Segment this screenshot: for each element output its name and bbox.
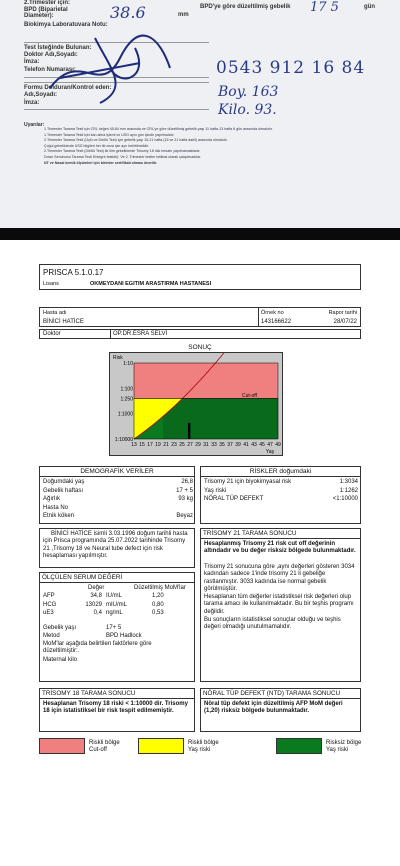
y-tick-label: 1:250 xyxy=(120,396,133,403)
x-tick-label: 49 xyxy=(275,442,281,448)
risk-row xyxy=(204,488,358,494)
legend-safe-line1: Risksiz bölge xyxy=(326,740,362,746)
patient-name: BİNİCİ HATİCE xyxy=(43,319,84,325)
height-handwritten: Boy. 163 xyxy=(218,84,279,100)
method-value: BPD Hadlock xyxy=(106,633,142,639)
x-tick-label: 17 xyxy=(147,442,153,448)
warning-item: Down Sendromu Tarama Testi Entegre testidir). Ve 2. Trimester testler istikbal olarak çalışılmadılar. xyxy=(44,154,202,159)
demographic-row xyxy=(43,496,193,502)
legend-swatch-risk xyxy=(39,738,85,754)
t18-title: TRİSOMY 18 TARAMA SONUCU xyxy=(42,690,136,697)
request-form-photo xyxy=(0,0,400,228)
x-tick-label: 31 xyxy=(203,442,209,448)
t21-note: Bu sonuçların istatistiksel sonuçlar olduğu ve teşhis değeri olmadığı unutulmamalıdır. xyxy=(204,617,341,631)
x-tick-label: 29 xyxy=(195,442,201,448)
risks-title: RİSKLER doğumdaki xyxy=(201,468,360,477)
analyte-mom: 0,80 xyxy=(152,601,164,608)
signature-scribble xyxy=(40,28,190,108)
x-tick-label: 21 xyxy=(163,442,169,448)
analyte-value: 13029 xyxy=(85,601,102,608)
analyte-mom: 1,20 xyxy=(152,593,164,599)
risk-key: Trisomy 21 için biyokimyasal risk xyxy=(204,479,292,485)
risk-row xyxy=(204,496,358,502)
legend-safe-line2: Yaş riski xyxy=(326,747,349,753)
x-tick-label: 39 xyxy=(235,442,241,448)
demographics-title: DEMOGRAFİK VERİLER xyxy=(40,468,194,477)
risk-value: 1:3034 xyxy=(339,479,358,485)
demographic-key: Gebelik haftası xyxy=(43,487,84,494)
bpd-week-handwritten: 17 5 xyxy=(310,0,339,15)
demographic-value: Beyaz xyxy=(176,513,193,520)
risk-value: 1:1262 xyxy=(339,487,358,494)
risk-value: <1:10000 xyxy=(332,496,358,503)
demographics-box xyxy=(39,466,195,524)
prisca-report xyxy=(0,240,400,866)
demographic-key: Etnik köken xyxy=(43,513,75,520)
x-tick-label: 47 xyxy=(267,442,273,448)
patient-summary-box xyxy=(39,528,195,568)
demographic-key: Doğumdaki yaş xyxy=(43,479,85,485)
t21-box xyxy=(200,528,361,682)
bpd-handwritten: 38.6 xyxy=(110,3,146,22)
patient-marker xyxy=(188,423,190,439)
demographic-key: Hasta No xyxy=(43,504,69,511)
warnings-title: Uyarılar: xyxy=(24,122,45,128)
t21-detail: Trisomy 21 sonucuna göre ,aynı değerleri gösteren 3034 kadından sadece 1'inde trisomy 21 li gebeliğe rastlanmıştır. 3033 kadında ise normal gebelik görülmüştür. xyxy=(204,564,355,592)
analyte-mom: 0,53 xyxy=(152,610,164,617)
phone-handwritten: 0543 912 16 84 xyxy=(216,58,366,78)
report-header xyxy=(39,264,361,290)
t21-summary: Hesaplanmış Trisomy 21 risk cut off değerinin altındadır ve bu değer risksiz bölgede bulunmaktadır. xyxy=(204,541,356,555)
form-filler-label: Formu Dolduran/Kontrol eden: xyxy=(24,85,112,91)
ga-label: Gebelik yaşı xyxy=(43,625,77,631)
sample-label: Örnek no xyxy=(261,310,284,316)
analyte-unit: mIU/mL xyxy=(106,601,127,608)
phone-label: Telefon Numarası: xyxy=(24,67,76,73)
test-request-label: Test İsteğinde Bulunan: xyxy=(24,45,92,51)
demographic-value: 26,8 xyxy=(181,479,193,485)
mom-factor: Maternal kilo xyxy=(43,657,78,663)
software-version: PRISCA 5.1.0.17 xyxy=(43,268,104,277)
patient-summary xyxy=(43,531,193,560)
analyte-name: AFP xyxy=(43,593,55,599)
doctor-name: OP.DR.ESRA SELVİ xyxy=(113,331,168,337)
legend-swatch-safe xyxy=(276,738,322,754)
ntd-result: Nöral tüp defekt için düzeltilmiş AFP MoM değeri (1,20) risksiz bölgede bulunmaktadır. xyxy=(204,701,343,715)
risk-chart-frame xyxy=(109,352,283,456)
t21-disclaimer: Hesaplanan tüm değerler istatistiksel risk değerleri olup tarama amacı ile kullanılmaktadır. Bu bir teşhis programı değildir. xyxy=(204,594,354,615)
method-label: Metod xyxy=(43,633,60,639)
analyte-value: 34,8 xyxy=(90,593,102,599)
t21-title: TRİSOMY 21 TARAMA SONUCU xyxy=(203,530,297,537)
risk-key: NÖRAL TÜP DEFEKT xyxy=(204,496,264,503)
serum-value-header: Değer xyxy=(88,585,105,591)
bpd-week-unit: gün xyxy=(364,4,375,10)
x-tick-label: 45 xyxy=(259,442,265,448)
sample-number: 143166622 xyxy=(261,319,292,325)
trimester-label: 2.Trimester için: xyxy=(24,0,71,6)
legend-swatch-age xyxy=(138,738,184,754)
serum-mom-header: Düzeltilmiş MoM'lar xyxy=(134,585,186,591)
serum-box xyxy=(39,572,195,682)
demographic-row xyxy=(43,479,193,485)
weight-handwritten: Kilo. 93. xyxy=(218,102,277,118)
analyte-name: HCG xyxy=(43,601,57,608)
risk-key: Yaş riski xyxy=(204,487,227,494)
legend-age-line2: Yaş riski xyxy=(188,747,211,753)
doctor-name-label: Doktor Adı,Soyadı: xyxy=(24,52,78,58)
x-tick-label: 13 xyxy=(131,442,137,448)
warning-item: 2.Trimester Tarama Testi (Dörtlü Test) ile ilim gebeliklerde Trisomy 18 risk hesabı yapılmamaktadır. xyxy=(44,149,201,154)
y-tick-label: 1:1000 xyxy=(117,411,133,418)
lab-note: Biokimya Laboratuvara Notu: xyxy=(24,22,108,28)
warning-item: 1.Trimester Tarama Testi için kan alma işlemi ve USG aynı gün içinde yapılmalıdır. xyxy=(44,132,175,137)
y-tick-label: 1:10000 xyxy=(114,437,133,443)
signature-label: İmza: xyxy=(24,59,40,65)
ntd-box xyxy=(200,688,361,732)
x-tick-label: 23 xyxy=(171,442,177,448)
ga-value: 17+ 5 xyxy=(106,625,122,631)
bpd-label: BPD (Biparietal Diameter): xyxy=(24,7,68,19)
report-date-label: Rapor tarihi xyxy=(328,310,357,316)
analyte-unit: ng/mL xyxy=(106,610,123,617)
x-axis-label: Yaş xyxy=(265,449,274,455)
summary-patient-name: BİNİCİ HATİCE xyxy=(51,531,92,537)
filler-name-label: Adı,Soyadı: xyxy=(24,92,58,98)
analyte-value: 0,4 xyxy=(93,610,102,617)
x-tick-label: 43 xyxy=(251,442,257,448)
x-tick-label: 33 xyxy=(211,442,217,448)
t18-box xyxy=(39,688,195,732)
legend-age-line1: Riskli bölge xyxy=(188,740,219,746)
legend-risk-line1: Riskli bölge xyxy=(89,740,120,746)
demographic-key: Ağırlık xyxy=(43,496,61,503)
ntd-title: NÖRAL TÜP DEFEKT (NTD) TARAMA SONUCU xyxy=(203,690,341,697)
x-tick-label: 27 xyxy=(187,442,193,448)
risks-box xyxy=(200,466,361,524)
x-tick-label: 35 xyxy=(219,442,225,448)
x-tick-label: 19 xyxy=(155,442,161,448)
x-tick-label: 15 xyxy=(139,442,145,448)
summary-text: isimli 3.03.1996 doğum tarihli hasta için Prisca programında 25.07.2022 tarihinde Trisomy 21 ,Trisomy 18 ve Neural tube defect için risk hesaplaması yapılmıştır. xyxy=(43,531,188,559)
warning-item: 1.Trimester Tarama Testi için CRL değeri 45-84 mm arasında ve CRL'ye göre düzeltilmiş gebelik yaşı 11 hafta-13 hafta 6 gün arasında olmalıdır. xyxy=(44,127,273,131)
license-label: Lisans xyxy=(43,281,59,287)
doctor-row xyxy=(39,329,361,339)
serum-title: ÖLÇÜLEN SERUM DEĞERİ xyxy=(42,574,123,581)
risk-chart xyxy=(110,353,282,455)
report-date: 28/07/22 xyxy=(333,319,357,325)
bpd-unit: mm xyxy=(178,12,189,18)
warnings-list xyxy=(44,127,364,166)
demographic-row xyxy=(43,488,193,494)
warning-item: Çoğul gebeliklerde USG bilgileri her iki ceza için ayrı belirtilmelidir. xyxy=(44,143,150,148)
demographic-value: 93 kg xyxy=(178,496,193,503)
y-tick-label: 1:10 xyxy=(123,361,133,367)
cutoff-label: Cut-off xyxy=(242,392,257,399)
y-tick-label: 1:100 xyxy=(120,386,133,393)
x-tick-label: 37 xyxy=(227,442,233,448)
filler-signature-label: İmza: xyxy=(24,100,40,106)
t18-result: Hesaplanan Trisomy 18 riski < 1:10000 dir. Trisomy 18 için istatistiksel bir risk tespit edilmemiştir. xyxy=(43,701,188,715)
y-axis-label: Risk xyxy=(113,355,123,361)
hospital-name: OKMEYDANI EGITIM ARASTIRMA HASTANESI xyxy=(90,281,212,287)
analyte-name: uE3 xyxy=(43,610,54,617)
mom-note: MoM'lar aşağıda belirtilen faktörlere göre düzeltilmiştir:. xyxy=(43,641,152,655)
patient-info-row xyxy=(39,307,361,327)
risk-row xyxy=(204,479,358,485)
warning-item: NT ve Nasal kemik ölçümleri için birimler sertifikalı olması önerilir. xyxy=(44,160,158,165)
x-tick-label: 25 xyxy=(179,442,185,448)
bpd-week-label: BPD'ye göre düzeltilmiş gebelik xyxy=(200,4,291,10)
patient-label: Hasta adı xyxy=(43,310,67,316)
result-title: SONUÇ xyxy=(188,344,212,351)
demographic-value: 17 + 5 xyxy=(176,487,193,494)
photo-separator xyxy=(0,228,400,240)
demographic-row xyxy=(43,513,193,519)
x-tick-label: 41 xyxy=(243,442,249,448)
legend-risk-line2: Cut-off xyxy=(89,747,107,753)
analyte-unit: IU/mL xyxy=(106,593,123,599)
demographic-row xyxy=(43,505,193,511)
doctor-label: Doktor xyxy=(43,331,61,337)
warning-item: 2.Trimester Tarama Testi (Üçlü ve Dörtlü Test) için gebelik yaşı 15-21 hafta (15 ve 21 hafta dahil) arasında olmalıdır. xyxy=(44,138,228,143)
